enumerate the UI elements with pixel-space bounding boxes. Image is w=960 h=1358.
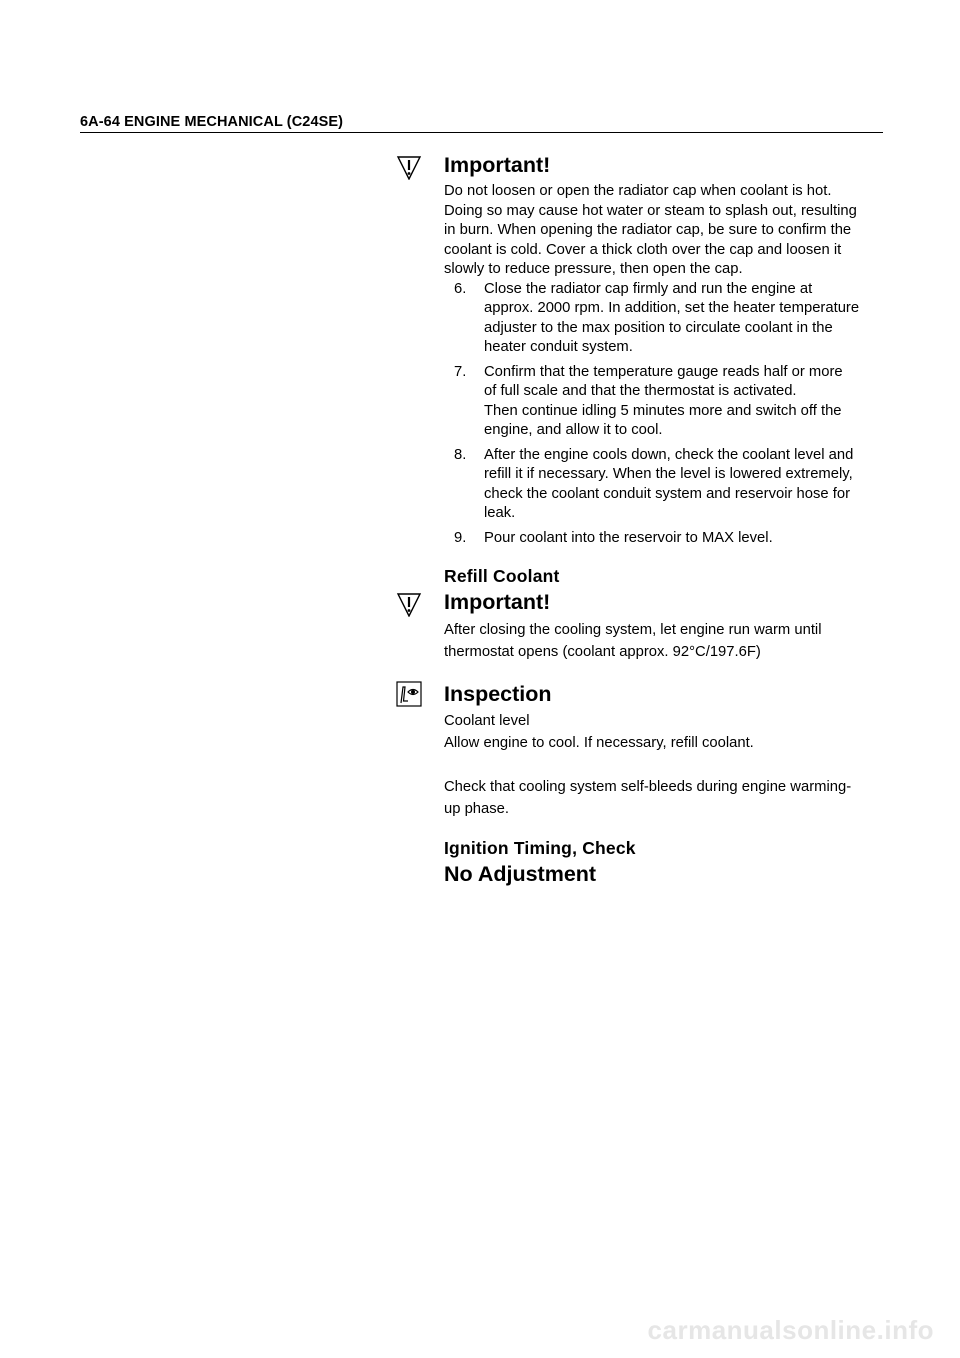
text-line: engine, and allow it to cool. <box>484 422 663 438</box>
text-line: Do not loosen or open the radiator cap when coolant is hot. <box>444 183 832 199</box>
text-line: heater conduit system. <box>484 339 633 355</box>
text-line: Close the radiator cap firmly and run the engine at <box>484 280 813 297</box>
text-line: After closing the cooling system, let engine run warm until <box>444 622 822 638</box>
text-line: adjuster to the max position to circulate coolant in the <box>484 319 833 336</box>
text-line: refill it if necessary. When the level is lowered extremely, <box>484 466 853 482</box>
self-bleed-text-2: up phase. <box>444 801 509 817</box>
text-line: of full scale and that the thermostat is activated. <box>484 383 797 399</box>
self-bleed-text-1: Check that cooling system self-bleeds during engine warming- <box>444 779 852 795</box>
inspection-eye-icon <box>394 679 424 709</box>
warning-triangle-icon <box>394 150 424 180</box>
step-item-6 <box>444 280 889 358</box>
warning-triangle-icon <box>394 587 424 617</box>
text-line: Then continue idling 5 minutes more and switch off the <box>484 402 842 419</box>
text-line: Confirm that the temperature gauge reads half or more <box>484 363 843 380</box>
watermark: carmanualsonline.info <box>647 1315 934 1345</box>
coolant-level-text: Coolant level <box>444 713 530 729</box>
refill-coolant-title: Refill Coolant <box>444 566 560 586</box>
text-line: leak. <box>484 505 516 521</box>
step-number: 6. <box>454 280 467 297</box>
ignition-timing-title: Ignition Timing, Check <box>444 838 636 858</box>
important-label-2: Important! <box>444 590 551 614</box>
important-text-2 <box>444 619 889 663</box>
step-item-8 <box>444 446 889 524</box>
steps-list <box>444 280 889 549</box>
text-line: coolant is cold. Cover a thick cloth over the cap and loosen it <box>444 241 842 258</box>
important-heading-2 <box>444 589 889 615</box>
text-line: After the engine cools down, check the coolant level and <box>484 446 854 463</box>
important-text-1 <box>444 182 889 280</box>
text-line: thermostat opens (coolant approx. 92°C/197.6F) <box>444 644 761 660</box>
step-number: 8. <box>454 446 467 463</box>
text-line: Pour coolant into the reservoir to MAX level. <box>484 529 773 546</box>
inspection-heading <box>444 681 889 707</box>
text-line: check the coolant conduit system and reservoir hose for <box>484 485 850 502</box>
content-column <box>444 150 889 890</box>
step-number: 7. <box>454 363 467 380</box>
spacer <box>444 754 889 776</box>
allow-engine-text: Allow engine to cool. If necessary, refill coolant. <box>444 735 754 751</box>
text-line: approx. 2000 rpm. In addition, set the heater temperature <box>484 300 860 316</box>
step-number: 9. <box>454 529 467 546</box>
important-label-1: Important! <box>444 153 551 177</box>
important-heading-1 <box>444 152 889 178</box>
no-adjustment-heading: No Adjustment <box>444 862 597 886</box>
inspection-label: Inspection <box>444 682 552 706</box>
text-line: Doing so may cause hot water or steam to splash out, resulting <box>444 202 857 219</box>
text-line: in burn. When opening the radiator cap, be sure to confirm the <box>444 222 852 238</box>
text-line: slowly to reduce pressure, then open the cap. <box>444 261 743 277</box>
step-item-9 <box>444 529 889 549</box>
step-item-7 <box>444 363 889 441</box>
page-header: 6A-64 ENGINE MECHANICAL (C24SE) <box>80 114 883 133</box>
